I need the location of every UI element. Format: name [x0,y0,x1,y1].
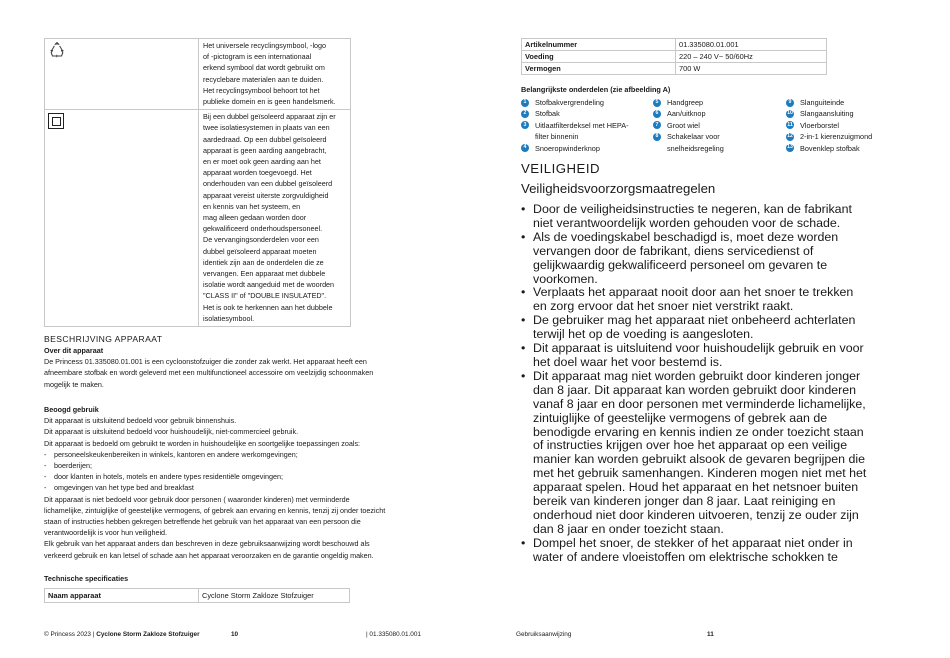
recycle-description: Het universele recyclingsymbool, -logo of -pictogram is een internationaal erkend symbool dat wordt gebruikt om recyclebare materialen aan te duiden. Het recyclingsymbool behoort tot het publieke domein en is geen handelsmerk. [199,39,351,110]
number-badge-icon: 11 [787,121,793,128]
dash-item: - personeelskeukenbereiken in winkels, kantoren en andere werkomgevingen; [44,449,298,459]
beoogd-line: Dit apparaat is uitsluitend bedoeld voor huishoudelijk, niet-commercieel gebruik. [44,427,299,437]
spec-row [522,63,827,75]
number-badge-icon: 7 [653,121,661,129]
beoogd-line: staan of instructies hebben gekregen betreffende het gebruik van het apparaat van een persoon die [44,517,361,527]
parts-title: Belangrijkste onderdelen (zie afbeelding A) [521,85,671,94]
number-badge-icon: 12 [787,133,793,140]
safety-list [521,203,911,565]
over-line: mogelijk te maken. [44,379,104,389]
safety-item: • Verplaats het apparaat nooit door aan het snoer te trekken en zorg ervoor dat het snoer niet verstrikt raakt. [521,286,911,314]
symbol-row-double-insulation [45,110,351,327]
part-item-continuation: snelheidsregeling [667,143,724,153]
spec-key: Naam apparaat [45,589,199,603]
number-badge-icon: 2 [521,110,529,118]
parts-column-3 [786,97,872,154]
part-item: 7 Groot wiel [653,120,724,131]
footer-left: © Princess 2023 | Cyclone Storm Zakloze Stofzuiger [44,631,200,638]
spec-table [521,38,827,75]
safety-item: • Als de voedingskabel beschadigd is, moet deze worden vervangen door de fabrikant, diens servicedienst of gelijkwaardig gekwalificeerd personeel om gevaren te voorkomen. [521,231,911,287]
beoogd-line: Dit apparaat is bedoeld om gebruikt te worden in huishoudelijke en soortgelijke toepassingen zoals: [44,438,361,448]
footer-product: Cyclone Storm Zakloze Stofzuiger [96,631,200,638]
number-badge-icon: 1 [521,99,529,107]
beschrijving-title: BESCHRIJVING APPARAAT [44,334,163,344]
safety-item: • Dit apparaat mag niet worden gebruikt door kinderen jonger dan 8 jaar. Dit apparaat kan worden gebruikt door kinderen vanaf 8 jaar en door personen met verminderde lichamelijke, zintuiglijke of geestelijke vermogens of gebrek aan de benodigde ervaring en kennis indien ze onder toezicht staan of instructies krijgen over hoe het apparaat op een veilige manier kan worden gebruikt alsook de gevaren begrijpen die met het gebruik samenhangen. Kinderen mogen niet met het apparaat spelen. Houd het apparaat en het netsnoer buiten bereik van kinderen jonger dan 8 jaar. Laat reiniging en onderhoud niet door kinderen uitvoeren, tenzij ze ouder zijn dan 8 jaar en onder toezicht staan. [521,370,911,537]
number-badge-icon: 10 [787,110,793,117]
part-item: 6 Aan/uitknop [653,108,724,119]
part-item-continuation: filter binnenin [535,132,579,142]
part-item: 2 Stofbak [521,108,629,119]
dash-item: - boerderijen; [44,461,92,471]
number-badge-icon: 9 [786,99,794,107]
spec-key: Artikelnummer [522,39,676,51]
double-insulation-icon [48,113,64,129]
dash-item: - door klanten in hotels, motels en andere types residentiële omgevingen; [44,472,283,482]
number-badge-icon: 13 [787,144,793,151]
footer-manual: Gebruiksaanwijzing [516,631,572,638]
dash-item: - omgevingen van het type bed and breakfast [44,483,194,493]
spec-value: 01.335080.01.001 [676,39,827,51]
part-item: 13 Bovenklep stofbak [787,143,860,153]
part-item: 10 Slangaansluiting [787,109,854,119]
safety-item: • Dompel het snoer, de stekker of het apparaat niet onder in water of andere vloeistoffen om elektrische schokken te [521,537,911,565]
parts-column-1 [521,97,629,154]
spec-key: Vermogen [522,63,676,75]
recycle-icon [48,41,66,59]
spec-row [522,39,827,51]
part-item: 8 Schakelaar voor [653,131,724,142]
techspec-section [44,573,414,584]
part-item: 9 Slanguiteinde [786,97,872,108]
footer-page-right: 11 [707,631,714,638]
naam-table [44,588,350,603]
part-item: 11 Vloerborstel [787,120,839,130]
spec-value: Cyclone Storm Zakloze Stofzuiger [199,589,350,603]
footer-code: | 01.335080.01.001 [366,631,421,638]
beschrijving-section [44,333,414,390]
beoogd-line: verantwoordelijk is voor hun veiligheid. [44,528,168,538]
techspec-title: Technische specificaties [44,574,129,583]
safety-item: • Dit apparaat is uitsluitend voor huishoudelijk gebruik en voor het doel waar het voor bestemd is. [521,342,911,370]
over-line: De Princess 01.335080.01.001 is een cycloonstofzuiger die zonder zak werkt. Het apparaat heeft een [44,357,367,367]
number-badge-icon: 5 [653,99,661,107]
symbols-table [44,38,351,327]
footer-page-left: 10 [231,631,239,638]
veiligheid-title: VEILIGHEID [521,161,601,176]
number-badge-icon: 6 [653,110,661,118]
over-line: afneembare stofbak en wordt geleverd met een multifunctioneel accessoire om veelzijdig schoonmaken [44,368,374,378]
beoogd-line: lichamelijke, zintuiglijke of geestelijke vermogens, of gebrek aan ervaring en kennis, tenzij zij onder toezicht [44,505,386,515]
beoogd-line: Dit apparaat is niet bedoeld voor gebruik door personen ( waaronder kinderen) met verminderde [44,494,350,504]
veiligheid-subtitle: Veiligheidsvoorzorgsmaatregelen [521,181,716,196]
footer-brand: © Princess 2023 [44,631,91,638]
part-item: 3 Uitlaatfilterdeksel met HEPA- [521,120,629,131]
spec-row [45,589,350,603]
spec-key: Voeding [522,51,676,63]
beoogd-line: Dit apparaat is uitsluitend bedoeld voor gebruik binnenshuis. [44,416,237,426]
number-badge-icon: 4 [521,144,529,152]
beoogd-title: Beoogd gebruik [44,405,99,414]
part-item: 1 Stofbakvergrendeling [521,97,629,108]
spec-value: 700 W [676,63,827,75]
beoogd-line: Elk gebruik van het apparaat anders dan beschreven in deze gebruiksaanwijzing wordt beschouwd als [44,539,370,549]
part-item: 12 2-in-1 kierenzuigmond [787,132,873,142]
number-badge-icon: 3 [521,121,529,129]
symbol-row-recycle [45,39,351,110]
part-item: 4 Snoeropwinderknop [521,143,629,154]
beoogd-line: verkeerd gebruik en kan letsel of schade aan het apparaat veroorzaken en de garantie ongeldig maken. [44,550,374,560]
part-item: 5 Handgreep [653,97,724,108]
spec-row [522,51,827,63]
spec-value: 220 – 240 V~ 50/60Hz [676,51,827,63]
number-badge-icon: 8 [653,133,661,141]
over-title: Over dit apparaat [44,346,104,355]
parts-column-2 [653,97,724,154]
beoogd-section [44,404,414,561]
safety-item: • De gebruiker mag het apparaat niet onbeheerd achterlaten terwijl het op de voeding is aangesloten. [521,314,911,342]
safety-item: • Door de veiligheidsinstructies te negeren, kan de fabrikant niet verantwoordelijk worden gehouden voor de schade. [521,203,911,231]
double-insulation-description: Bij een dubbel geïsoleerd apparaat zijn er twee isolatiesystemen in plaats van een aardedraad. Op een dubbel geïsoleerd apparaat is geen aarding aangebracht, en er moet ook geen aarding aan het apparaat worden toegevoegd. Het onderhouden van een dubbel geïsoleerd apparaat vereist uiterste zorgvuldigheid en kennis van het systeem, en mag alleen gedaan worden door gekwalificeerd onderhoudspersoneel. De vervangingsonderdelen voor een dubbel geïsoleerd apparaat moeten identiek zijn aan de onderdelen die ze vervangen. Een apparaat met dubbele isolatie wordt aangeduid met de woorden "CLASS II" of "DOUBLE INSULATED". Het is ook te herkennen aan het dubbele isolatiesymbool. [199,110,351,327]
